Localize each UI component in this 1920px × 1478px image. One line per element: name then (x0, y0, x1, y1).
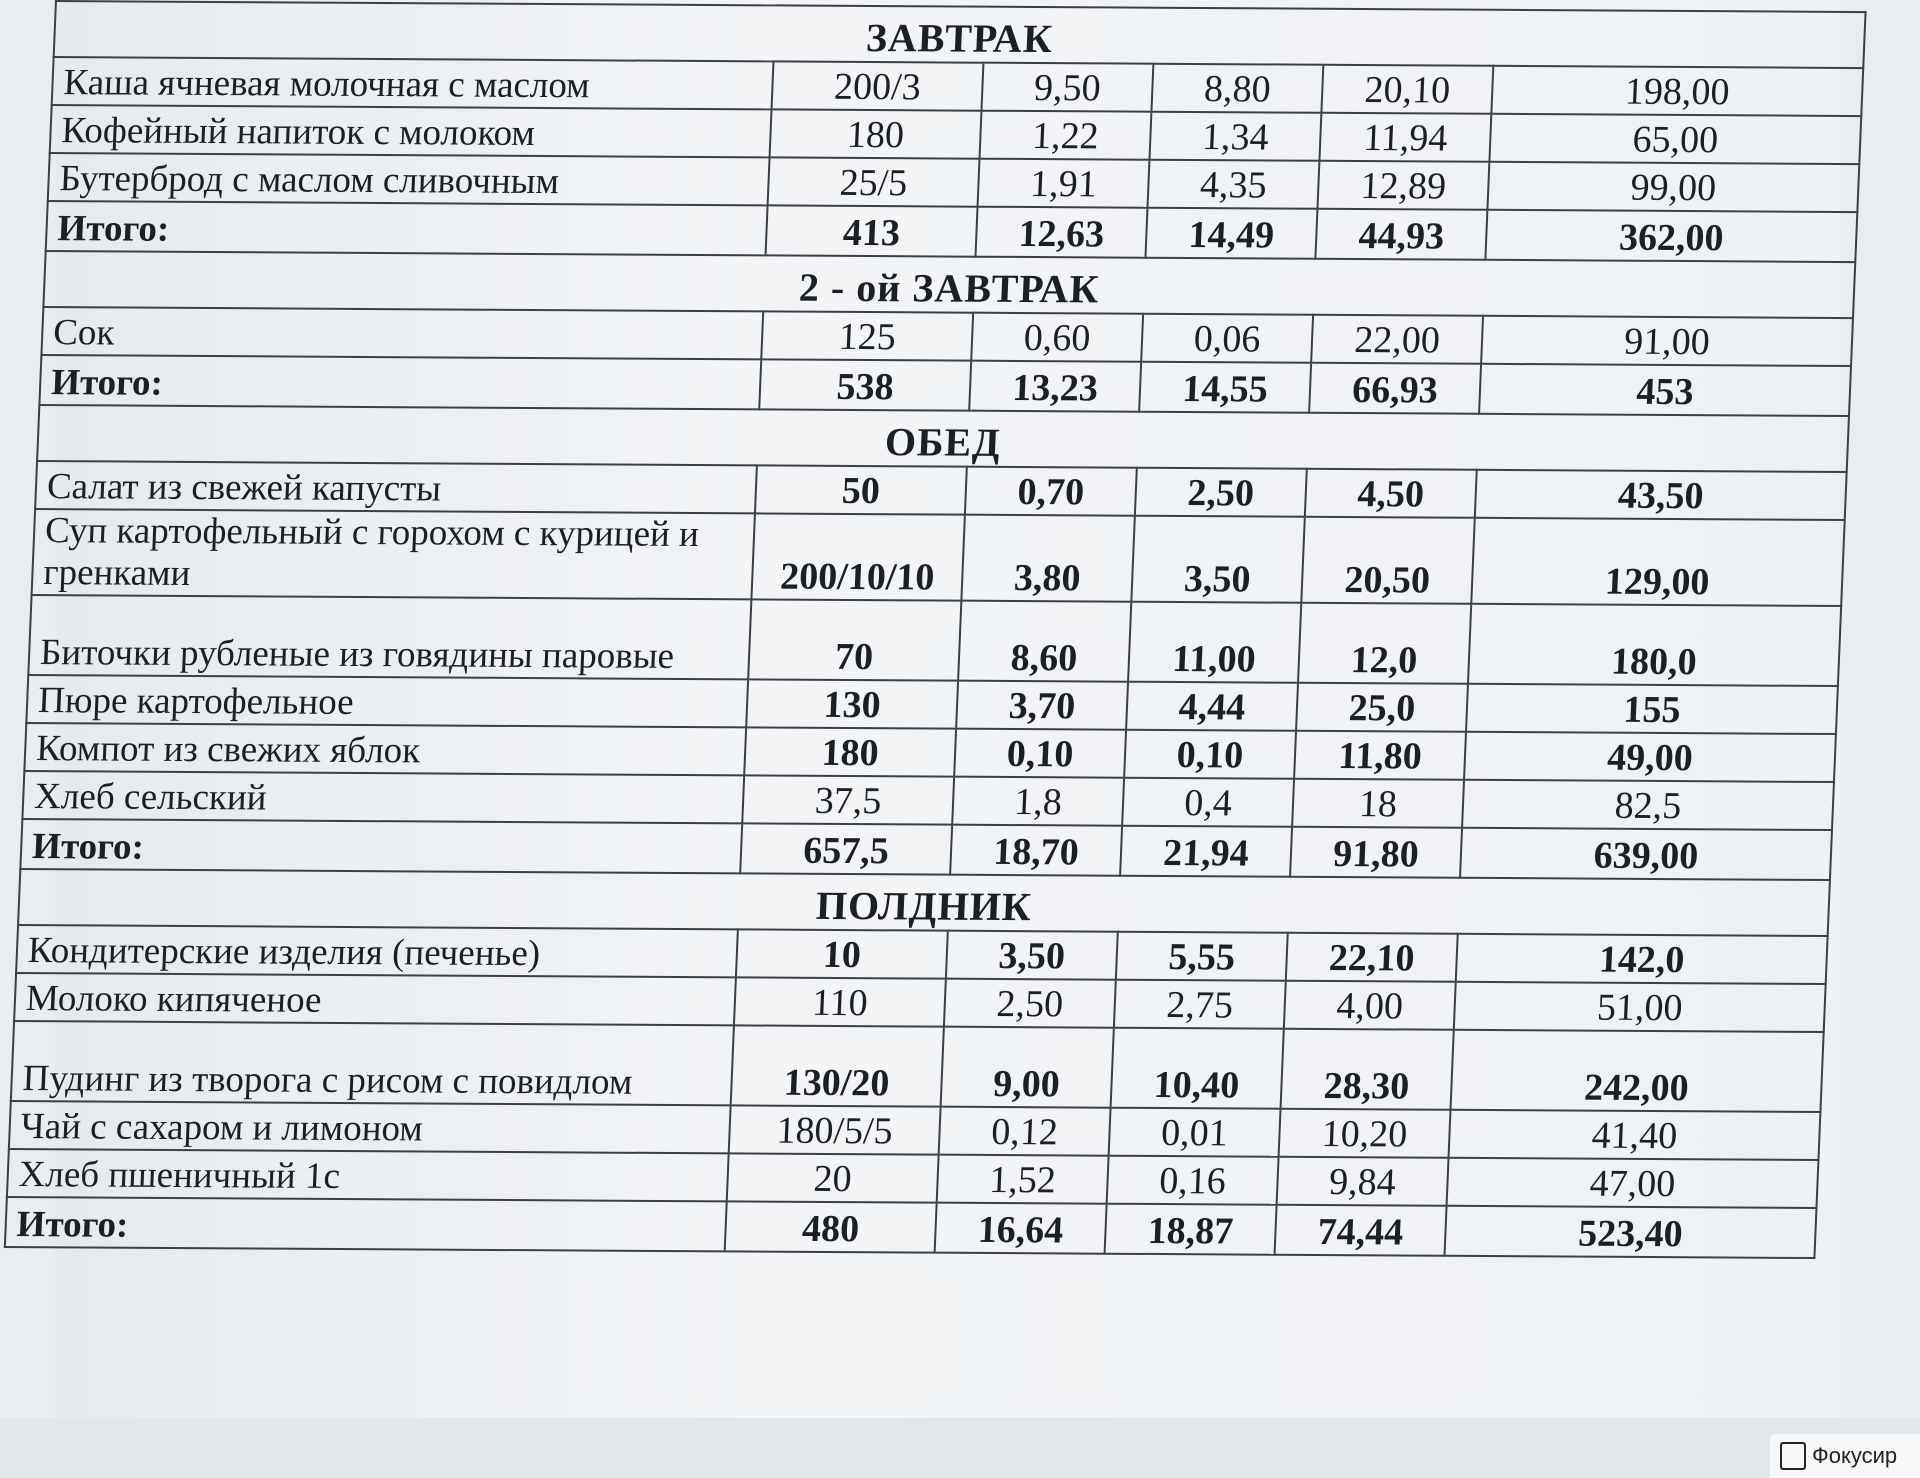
total-portion: 480 (725, 1201, 937, 1252)
dish-name: Кофейный напиток с молоком (50, 105, 772, 157)
kcal-value: 82,5 (1462, 780, 1834, 830)
protein-value: 9,50 (981, 63, 1153, 112)
carbs-value: 28,30 (1281, 1029, 1454, 1110)
dish-name: Хлеб пшеничный 1с (7, 1149, 729, 1201)
total-fat: 18,87 (1105, 1204, 1277, 1255)
fat-value: 10,40 (1111, 1028, 1284, 1109)
kcal-value: 99,00 (1487, 162, 1859, 212)
portion-value: 130/20 (731, 1025, 944, 1106)
dish-name: Сок (41, 307, 763, 359)
kcal-value: 49,00 (1464, 732, 1836, 782)
kcal-value: 41,40 (1449, 1110, 1821, 1160)
protein-value: 1,22 (980, 111, 1152, 160)
carbs-value: 20,10 (1321, 65, 1493, 114)
fat-value: 3,50 (1131, 516, 1304, 603)
total-fat: 14,49 (1145, 208, 1317, 259)
carbs-value: 4,00 (1284, 981, 1456, 1030)
dish-name: Салат из свежей капусты (35, 461, 757, 513)
dish-name: Бутерброд с маслом сливочным (48, 153, 770, 205)
section-title: ПОЛДНИК (18, 869, 1830, 936)
carbs-value: 12,89 (1317, 161, 1489, 210)
protein-value: 0,60 (971, 313, 1143, 362)
total-protein: 16,64 (935, 1203, 1107, 1254)
portion-value: 110 (734, 977, 946, 1026)
portion-value: 180/5/5 (729, 1105, 941, 1154)
focus-button[interactable] (1770, 1434, 1920, 1478)
carbs-value: 25,0 (1296, 683, 1468, 732)
protein-value: 1,8 (952, 777, 1124, 826)
portion-value: 200/3 (772, 61, 984, 110)
carbs-value: 18 (1292, 779, 1464, 828)
kcal-value: 65,00 (1489, 114, 1861, 164)
dish-name: Суп картофельный с горохом с курицей и гренками (32, 509, 755, 599)
kcal-value: 242,00 (1450, 1030, 1823, 1112)
dish-name: Кондитерские изделия (печенье) (16, 925, 738, 977)
dish-name: Компот из свежих яблок (24, 723, 746, 775)
kcal-value: 155 (1466, 684, 1838, 734)
protein-value: 2,50 (944, 979, 1116, 1028)
dish-name: Чай с сахаром и лимоном (9, 1101, 731, 1153)
fat-value: 1,34 (1149, 112, 1321, 161)
section-title: 2 - ой ЗАВТРАК (43, 251, 1855, 318)
portion-value: 180 (770, 109, 982, 158)
protein-value: 3,50 (946, 931, 1118, 980)
total-fat: 21,94 (1120, 826, 1292, 877)
fat-value: 0,10 (1124, 730, 1296, 779)
menu-table (4, 0, 1867, 1259)
total-portion: 657,5 (740, 823, 952, 874)
total-fat: 14,55 (1139, 362, 1311, 413)
portion-value: 70 (748, 599, 961, 680)
protein-value: 0,12 (939, 1107, 1111, 1156)
protein-value: 3,70 (956, 681, 1128, 730)
total-carbs: 74,44 (1275, 1205, 1447, 1256)
kcal-value: 43,50 (1475, 470, 1847, 520)
kcal-value: 180,0 (1468, 604, 1841, 686)
menu-item-row (28, 595, 1841, 686)
dish-name: Молоко кипяченое (14, 973, 736, 1025)
carbs-value: 22,00 (1311, 315, 1483, 364)
protein-value: 3,80 (961, 515, 1134, 602)
menu-table-body (5, 1, 1866, 1258)
total-protein: 13,23 (969, 361, 1141, 412)
kcal-value: 91,00 (1481, 316, 1853, 366)
total-carbs: 66,93 (1309, 363, 1481, 414)
carbs-value: 22,10 (1286, 933, 1458, 982)
kcal-value: 142,0 (1456, 934, 1828, 984)
total-label: Итого: (20, 819, 742, 873)
carbs-value: 4,50 (1305, 469, 1477, 518)
fat-value: 2,75 (1114, 980, 1286, 1029)
dish-name: Пюре картофельное (26, 675, 748, 727)
total-protein: 18,70 (950, 825, 1122, 876)
dish-name: Пудинг из творога с рисом с повидлом (11, 1021, 734, 1105)
protein-value: 1,91 (978, 159, 1150, 208)
fat-value: 5,55 (1116, 932, 1288, 981)
protein-value: 1,52 (937, 1155, 1109, 1204)
dish-name: Биточки рубленые из говядины паровые (28, 595, 751, 679)
portion-value: 125 (761, 311, 973, 360)
portion-value: 25/5 (768, 157, 980, 206)
protein-value: 0,10 (954, 729, 1126, 778)
focus-icon (1780, 1442, 1806, 1470)
fat-value: 8,80 (1151, 64, 1323, 113)
total-label: Итого: (39, 355, 761, 409)
total-label: Итого: (5, 1197, 727, 1251)
fat-value: 0,06 (1141, 314, 1313, 363)
protein-value: 8,60 (958, 601, 1131, 682)
portion-value: 200/10/10 (751, 513, 964, 600)
total-kcal: 453 (1479, 364, 1851, 416)
total-label: Итого: (46, 201, 768, 255)
total-kcal: 639,00 (1460, 828, 1832, 880)
total-carbs: 44,93 (1315, 209, 1487, 260)
total-row (5, 1197, 1817, 1258)
portion-value: 10 (736, 929, 948, 978)
fat-value: 0,4 (1122, 778, 1294, 827)
fat-value: 11,00 (1128, 602, 1301, 683)
focus-label: Фокусир (1812, 1443, 1898, 1468)
fat-value: 4,44 (1126, 682, 1298, 731)
menu-item-row (32, 509, 1845, 606)
kcal-value: 198,00 (1491, 66, 1863, 116)
kcal-value: 51,00 (1454, 982, 1826, 1032)
total-kcal: 523,40 (1445, 1206, 1817, 1258)
portion-value: 37,5 (742, 775, 954, 824)
protein-value: 0,70 (965, 467, 1137, 516)
dish-name: Каша ячневая молочная с маслом (52, 57, 774, 109)
portion-value: 20 (727, 1153, 939, 1202)
fat-value: 0,01 (1109, 1108, 1281, 1157)
total-portion: 413 (766, 205, 978, 256)
total-portion: 538 (759, 359, 971, 410)
fat-value: 4,35 (1147, 160, 1319, 209)
menu-item-row (11, 1021, 1824, 1112)
carbs-value: 9,84 (1277, 1157, 1449, 1206)
carbs-value: 11,94 (1319, 113, 1491, 162)
section-title: ЗАВТРАК (54, 1, 1866, 68)
menu-sheet (4, 0, 1867, 1259)
section-title: ОБЕД (37, 405, 1849, 472)
fat-value: 2,50 (1135, 468, 1307, 517)
protein-value: 9,00 (941, 1027, 1114, 1108)
fat-value: 0,16 (1107, 1156, 1279, 1205)
total-carbs: 91,80 (1290, 827, 1462, 878)
carbs-value: 20,50 (1301, 517, 1474, 604)
kcal-value: 129,00 (1471, 518, 1845, 606)
carbs-value: 12,0 (1298, 603, 1471, 684)
bottom-strip (0, 1418, 1920, 1478)
total-kcal: 362,00 (1485, 210, 1857, 262)
carbs-value: 11,80 (1294, 731, 1466, 780)
portion-value: 180 (744, 727, 956, 776)
dish-name: Хлеб сельский (22, 771, 744, 823)
portion-value: 130 (746, 679, 958, 728)
carbs-value: 10,20 (1279, 1109, 1451, 1158)
portion-value: 50 (755, 465, 967, 514)
kcal-value: 47,00 (1447, 1158, 1819, 1208)
total-protein: 12,63 (975, 207, 1147, 258)
